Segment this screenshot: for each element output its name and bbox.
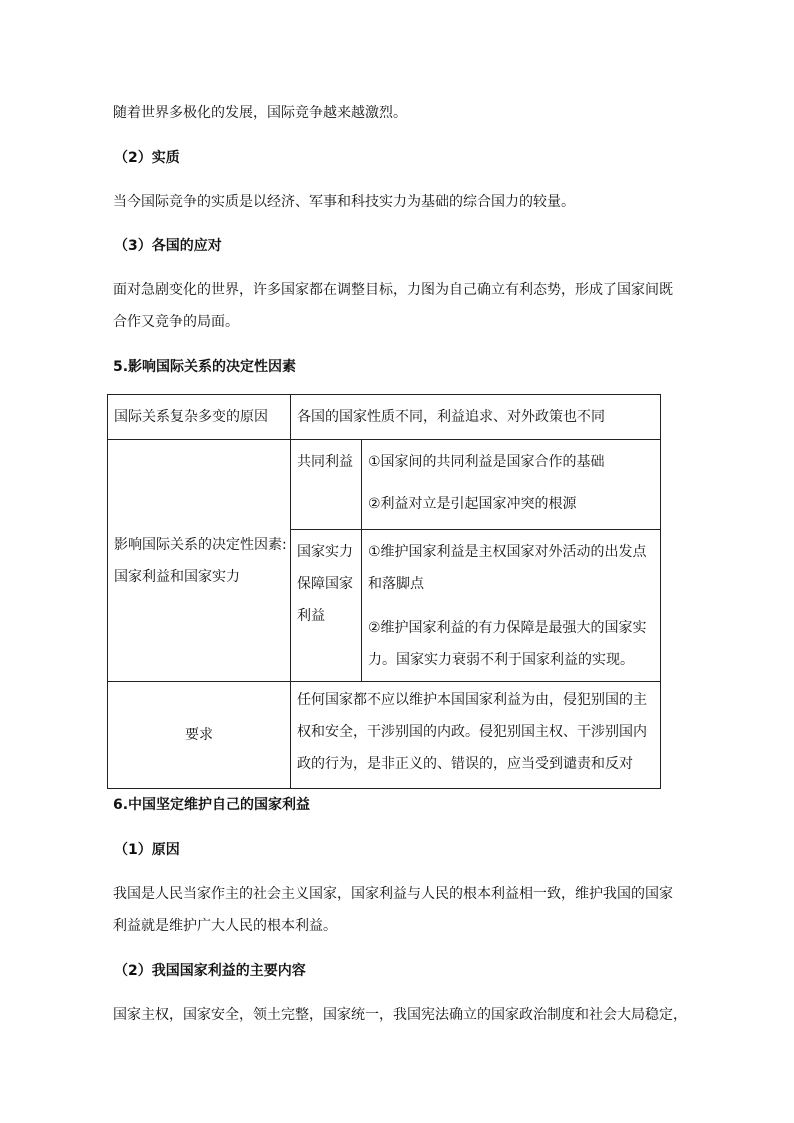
- cell-text: ①国家间的共同利益是国家合作的基础: [368, 454, 605, 470]
- table-cell: [291, 440, 362, 530]
- cell-text: ①维护国家利益是主权国家对外活动的出发点: [368, 544, 647, 560]
- cell-text: 保障国家: [297, 576, 353, 592]
- cell-text: 力。国家实力衰弱不利于国家利益的实现。: [368, 652, 634, 668]
- cell-text: 要求: [185, 727, 213, 743]
- table-row: [108, 440, 661, 530]
- cell-text: 国际关系复杂多变的原因: [114, 409, 268, 425]
- cell-text: 和落脚点: [368, 576, 424, 592]
- table-cell: [291, 530, 362, 682]
- paragraph-line: 我国是人民当家作主的社会主义国家，国家利益与人民的根本利益相一致，维护我国的国家: [113, 886, 673, 902]
- table-row: [108, 395, 661, 440]
- table-cell: [291, 395, 661, 440]
- cell-text: 利益: [297, 608, 325, 624]
- cell-text: 任何国家都不应以维护本国国家利益为由，侵犯别国的主: [297, 692, 647, 708]
- cell-text: 国家实力: [297, 544, 353, 560]
- table-row: [108, 682, 661, 789]
- table-cell: [108, 682, 291, 789]
- subheading-essence: （2）实质: [114, 150, 180, 166]
- cell-text: 各国的国家性质不同，利益追求、对外政策也不同: [297, 409, 605, 425]
- paragraph-line: 合作又竞争的局面。: [113, 314, 239, 330]
- paragraph-line: 当今国际竞争的实质是以经济、军事和科技实力为基础的综合国力的较量。: [113, 194, 575, 210]
- table-cell: [362, 440, 661, 530]
- paragraph-line: 面对急剧变化的世界，许多国家都在调整目标，力图为自己确立有利态势，形成了国家间既: [113, 282, 673, 298]
- table-cell: [362, 530, 661, 682]
- table-cell: [291, 682, 661, 789]
- paragraph-line: 利益就是维护广大人民的根本利益。: [113, 918, 337, 934]
- cell-text: 共同利益: [297, 454, 353, 470]
- paragraph-line: 随着世界多极化的发展，国际竞争越来越激烈。: [113, 105, 407, 121]
- table-cell: [108, 395, 291, 440]
- subheading-main-content: （2）我国国家利益的主要内容: [114, 963, 306, 979]
- subheading-reason: （1）原因: [114, 842, 180, 858]
- table-cell: [108, 440, 291, 682]
- subheading-response: （3）各国的应对: [114, 238, 222, 254]
- cell-text: ②维护国家利益的有力保障是最强大的国家实: [368, 620, 647, 636]
- section-heading-5: 5.影响国际关系的决定性因素: [113, 359, 297, 375]
- cell-text: 影响国际关系的决定性因素:: [114, 536, 287, 553]
- cell-text: ②利益对立是引起国家冲突的根源: [368, 496, 577, 512]
- cell-text: 政的行为，是非正义的、错误的，应当受到谴责和反对: [297, 756, 633, 772]
- cell-text: 权和安全，干涉别国的内政。侵犯别国主权、干涉别国内: [297, 724, 647, 740]
- cell-text: 国家利益和国家实力: [114, 568, 240, 585]
- paragraph-line: 国家主权，国家安全，领土完整，国家统一，我国宪法确立的国家政治制度和社会大局稳定，: [113, 1007, 687, 1023]
- section-heading-6: 6.中国坚定维护自己的国家利益: [113, 797, 311, 813]
- factors-table: [107, 394, 661, 789]
